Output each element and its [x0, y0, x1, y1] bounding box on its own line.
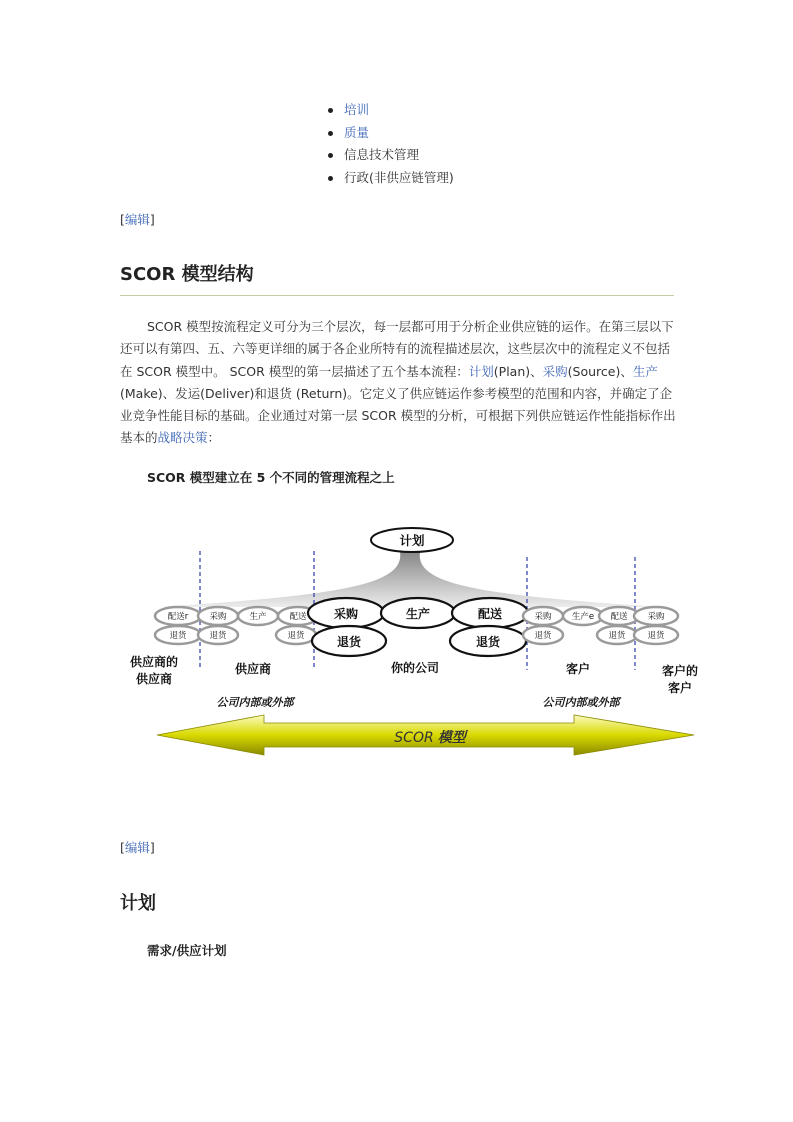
internal-external-label: 公司内部或外部 — [542, 696, 620, 709]
right-customer-of-customer-nodes — [634, 607, 678, 644]
plan-node — [371, 528, 453, 552]
return-small-label: 退货 — [534, 631, 552, 641]
list-item[interactable] — [322, 100, 454, 123]
customer-label: 客户 — [565, 662, 591, 676]
supplier-label: 供应商 — [234, 662, 272, 676]
source-small-label: 采购 — [534, 612, 552, 622]
paragraph-text: (Source)、 — [567, 363, 633, 379]
arrow-label-cn: 模型 — [437, 730, 466, 746]
scor-model-diagram — [100, 515, 720, 765]
supplier-of-supplier-label: 供应商 — [135, 672, 173, 686]
top-bullet-list — [322, 100, 454, 190]
internal-external-label: 公司内部或外部 — [216, 696, 294, 709]
edit-bracket-close: ] — [149, 212, 155, 227]
list-item[interactable] — [322, 123, 454, 146]
link-source[interactable]: 采购 — [542, 363, 568, 379]
link-strategic-decision[interactable]: 战略决策 — [157, 430, 208, 446]
section-title-scor-structure: SCOR 模型结构 — [120, 264, 254, 285]
link-plan[interactable]: 计划 — [468, 363, 494, 379]
edit-link[interactable]: 编辑 — [124, 840, 150, 855]
paragraph-text: (Plan)、 — [493, 363, 543, 379]
deliver-small-label: 配送r — [167, 612, 189, 622]
make-small-label: 生产e — [571, 612, 595, 622]
deliver-label: 配送 — [477, 607, 503, 621]
your-company-label: 你的公司 — [390, 661, 440, 675]
link-make[interactable]: 生产 — [632, 363, 658, 379]
subsection-heading: 需求/供应计划 — [147, 943, 227, 958]
return-label: 退货 — [336, 635, 362, 649]
source-small-label: 采购 — [647, 612, 665, 622]
make-small-label: 生产 — [249, 612, 267, 622]
edit-bracket-open: [ — [120, 840, 125, 855]
list-item — [322, 168, 454, 191]
deliver-small-label: 配送 — [289, 612, 307, 622]
edit-bracket-open: [ — [120, 212, 125, 227]
edit-link[interactable]: 编辑 — [124, 212, 150, 227]
paragraph-text: (Make)、发运(Deliver)和退货 (Return)。它定义了供应链运作参考模型的范围和内容，并确定了企业竞争性能目标的基础。企业通过对第一层 SCOR 模型的分析，可根据下列供应链运作性能指标作出基本的 — [120, 385, 676, 446]
deliver-small-label: 配送 — [610, 612, 628, 622]
list-item-administration: 行政(非供应链管理) — [344, 169, 454, 185]
customer-of-customer-label: 客户 — [667, 681, 693, 695]
list-item-it-management: 信息技术管理 — [344, 147, 420, 162]
customer-of-customer-label: 客户的 — [661, 664, 699, 678]
return-small-label: 退货 — [647, 631, 665, 641]
diagram-caption: SCOR 模型建立在 5 个不同的管理流程之上 — [147, 470, 395, 485]
plan-label: 计划 — [399, 533, 425, 548]
return-small-label: 退货 — [209, 631, 227, 641]
scor-model-arrow-label — [394, 729, 468, 746]
right-customer-nodes — [523, 607, 639, 644]
section-paragraph — [120, 316, 676, 450]
source-label: 采购 — [333, 607, 359, 621]
section-divider — [120, 295, 674, 296]
list-item — [322, 145, 454, 168]
edit-bracket-close: ] — [149, 840, 155, 855]
paragraph-text: ： — [207, 430, 221, 446]
return-small-label: 退货 — [287, 631, 305, 641]
edit-link-container — [120, 210, 155, 228]
return-small-label: 退货 — [169, 631, 187, 641]
left-supplier-of-supplier-nodes — [155, 607, 238, 644]
supplier-of-supplier-label: 供应商的 — [129, 655, 179, 669]
make-label: 生产 — [405, 607, 431, 621]
your-company-nodes — [308, 598, 528, 656]
return-small-label: 退货 — [608, 631, 626, 641]
link-training[interactable]: 培训 — [344, 102, 370, 117]
edit-link-container — [120, 838, 155, 856]
link-quality[interactable]: 质量 — [344, 124, 370, 140]
paragraph-text: SCOR 模型按流程定义可分为三个层次，每一层都可用于分析企业供应链的运作。在第三层以下还可以有第四、五、六等更详细的属于各企业所特有的流程描述层次，这些层次中的流程定义不包括在 SCOR 模型中。 SCOR 模型的第一层描述了五个基本流程： — [120, 319, 674, 379]
section-title-plan: 计划 — [120, 893, 156, 914]
arrow-label-en: SCOR — [394, 730, 434, 746]
source-small-label: 采购 — [209, 612, 227, 622]
return-label: 退货 — [475, 635, 501, 649]
left-supplier-nodes — [238, 607, 318, 644]
